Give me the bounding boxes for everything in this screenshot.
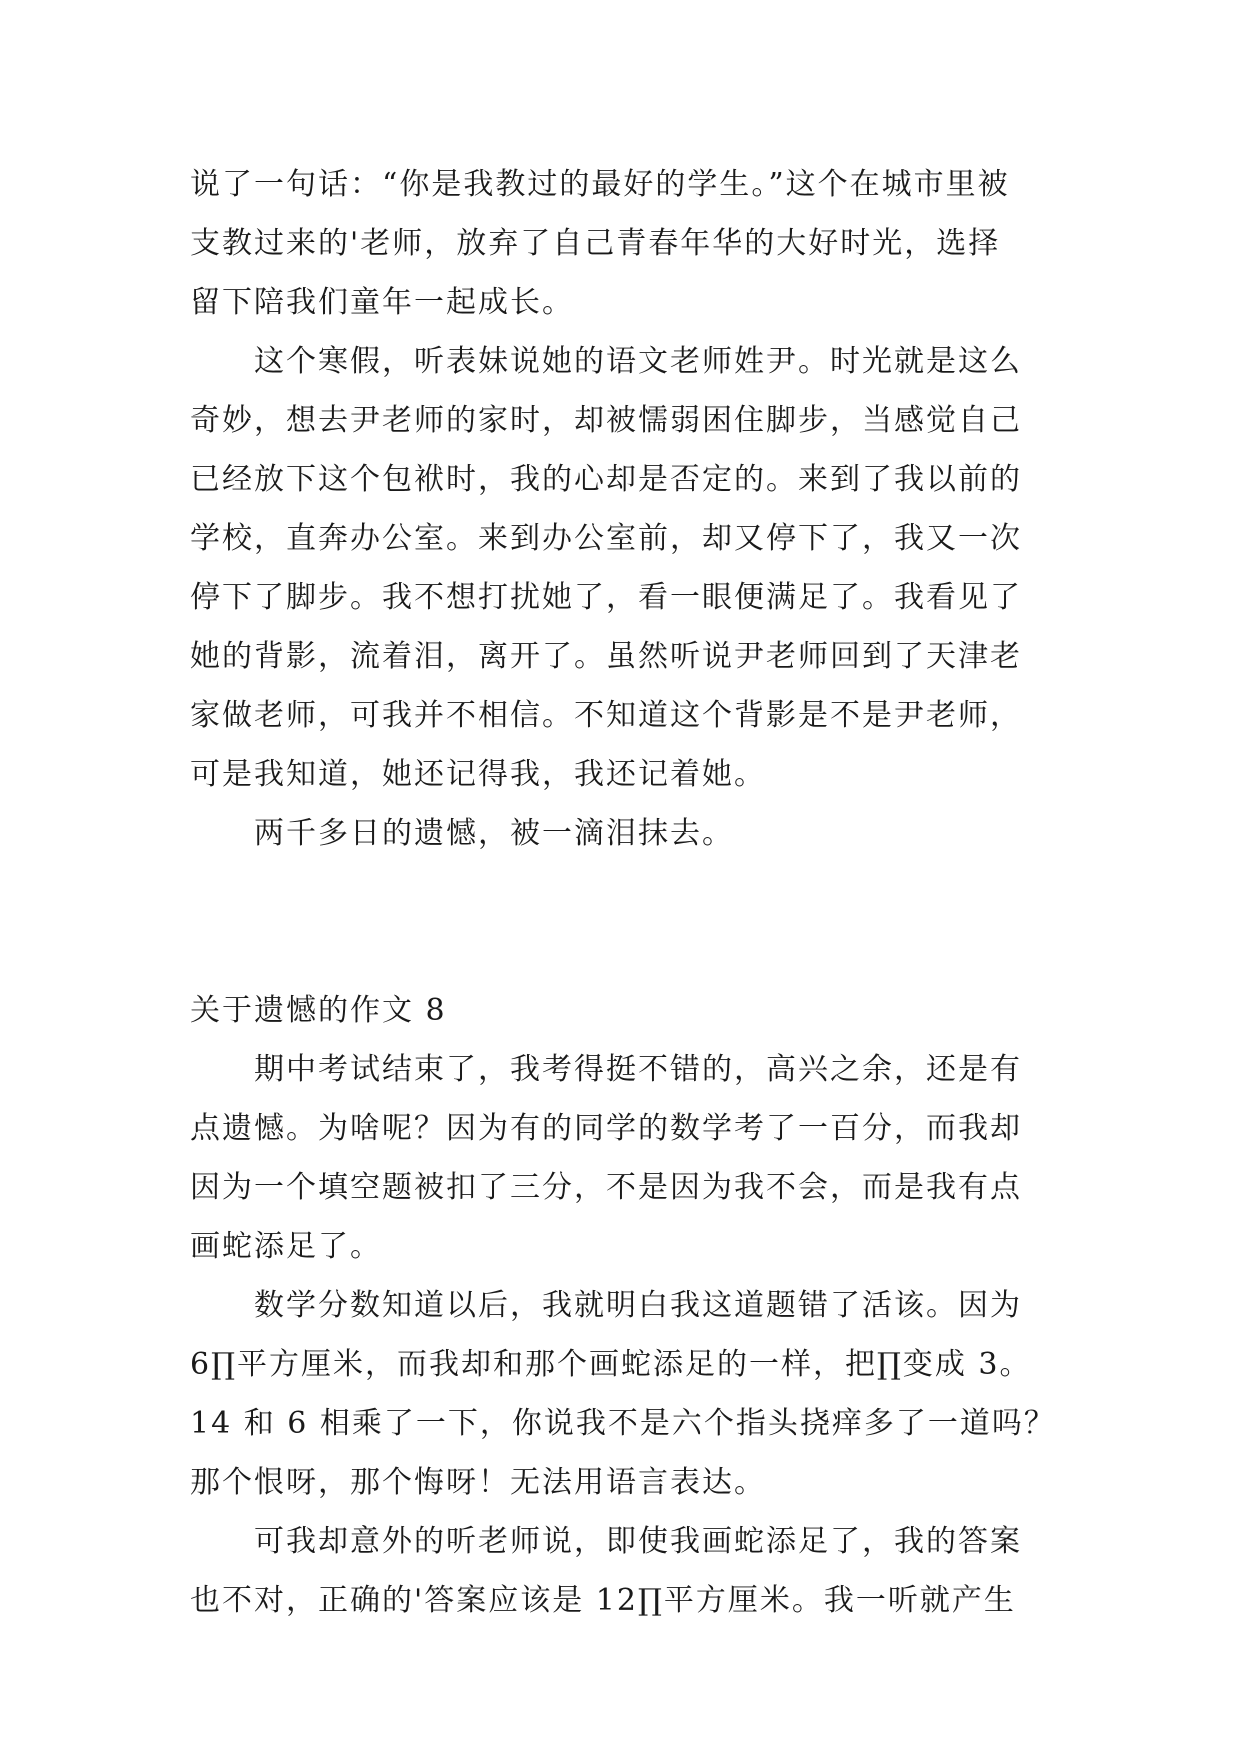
- document-body: [190, 155, 1056, 1630]
- text-line: 6∏平方厘米，而我却和那个画蛇添足的一样，把∏变成 3。: [190, 1347, 1032, 1382]
- text-line: 可是我知道，她还记得我，我还记着她。: [190, 757, 766, 792]
- text-line: 奇妙，想去尹老师的家时，却被懦弱困住脚步，当感觉自己: [190, 403, 1022, 438]
- text-line: 家做老师，可我并不相信。不知道这个背影是不是尹老师，: [190, 698, 1022, 733]
- text-line: 那个恨呀，那个悔呀！无法用语言表达。: [190, 1465, 766, 1500]
- text-line: 留下陪我们童年一起成长。: [190, 285, 574, 320]
- text-line: 画蛇添足了。: [190, 1229, 382, 1264]
- paragraph-start-line: 可我却意外的听老师说，即使我画蛇添足了，我的答案: [254, 1524, 1022, 1559]
- text-line: 14 和 6 相乘了一下，你说我不是六个指头挠痒多了一道吗？: [190, 1406, 1056, 1441]
- text-line: 她的背影，流着泪，离开了。虽然听说尹老师回到了天津老: [190, 639, 1022, 674]
- paragraph-start-line: 这个寒假，听表妹说她的语文老师姓尹。时光就是这么: [254, 344, 1022, 379]
- text-line: 停下了脚步。我不想打扰她了，看一眼便满足了。我看见了: [190, 580, 1022, 615]
- text-line: 因为一个填空题被扣了三分，不是因为我不会，而是我有点: [190, 1170, 1022, 1205]
- section-gap: [190, 863, 1052, 981]
- text-line: 学校，直奔办公室。来到办公室前，却又停下了，我又一次: [190, 521, 1022, 556]
- text-line: 也不对，正确的'答案应该是 12∏平方厘米。我一听就产生: [190, 1583, 1016, 1618]
- paragraph-start-line: 数学分数知道以后，我就明白我这道题错了活该。因为: [254, 1288, 1022, 1323]
- text-line: 点遗憾。为啥呢？因为有的同学的数学考了一百分，而我却: [190, 1111, 1022, 1146]
- text-line: 已经放下这个包袱时，我的心却是否定的。来到了我以前的: [190, 462, 1022, 497]
- text-line: 说了一句话：“你是我教过的最好的学生。”这个在城市里被: [190, 167, 1010, 202]
- paragraph-start-line: 期中考试结束了，我考得挺不错的，高兴之余，还是有: [254, 1052, 1022, 1087]
- paragraph-start-line: 两千多日的遗憾，被一滴泪抹去。: [254, 816, 734, 851]
- text-line: 支教过来的'老师，放弃了自己青春年华的大好时光，选择: [190, 226, 1001, 261]
- section-heading: 关于遗憾的作文 8: [190, 993, 447, 1028]
